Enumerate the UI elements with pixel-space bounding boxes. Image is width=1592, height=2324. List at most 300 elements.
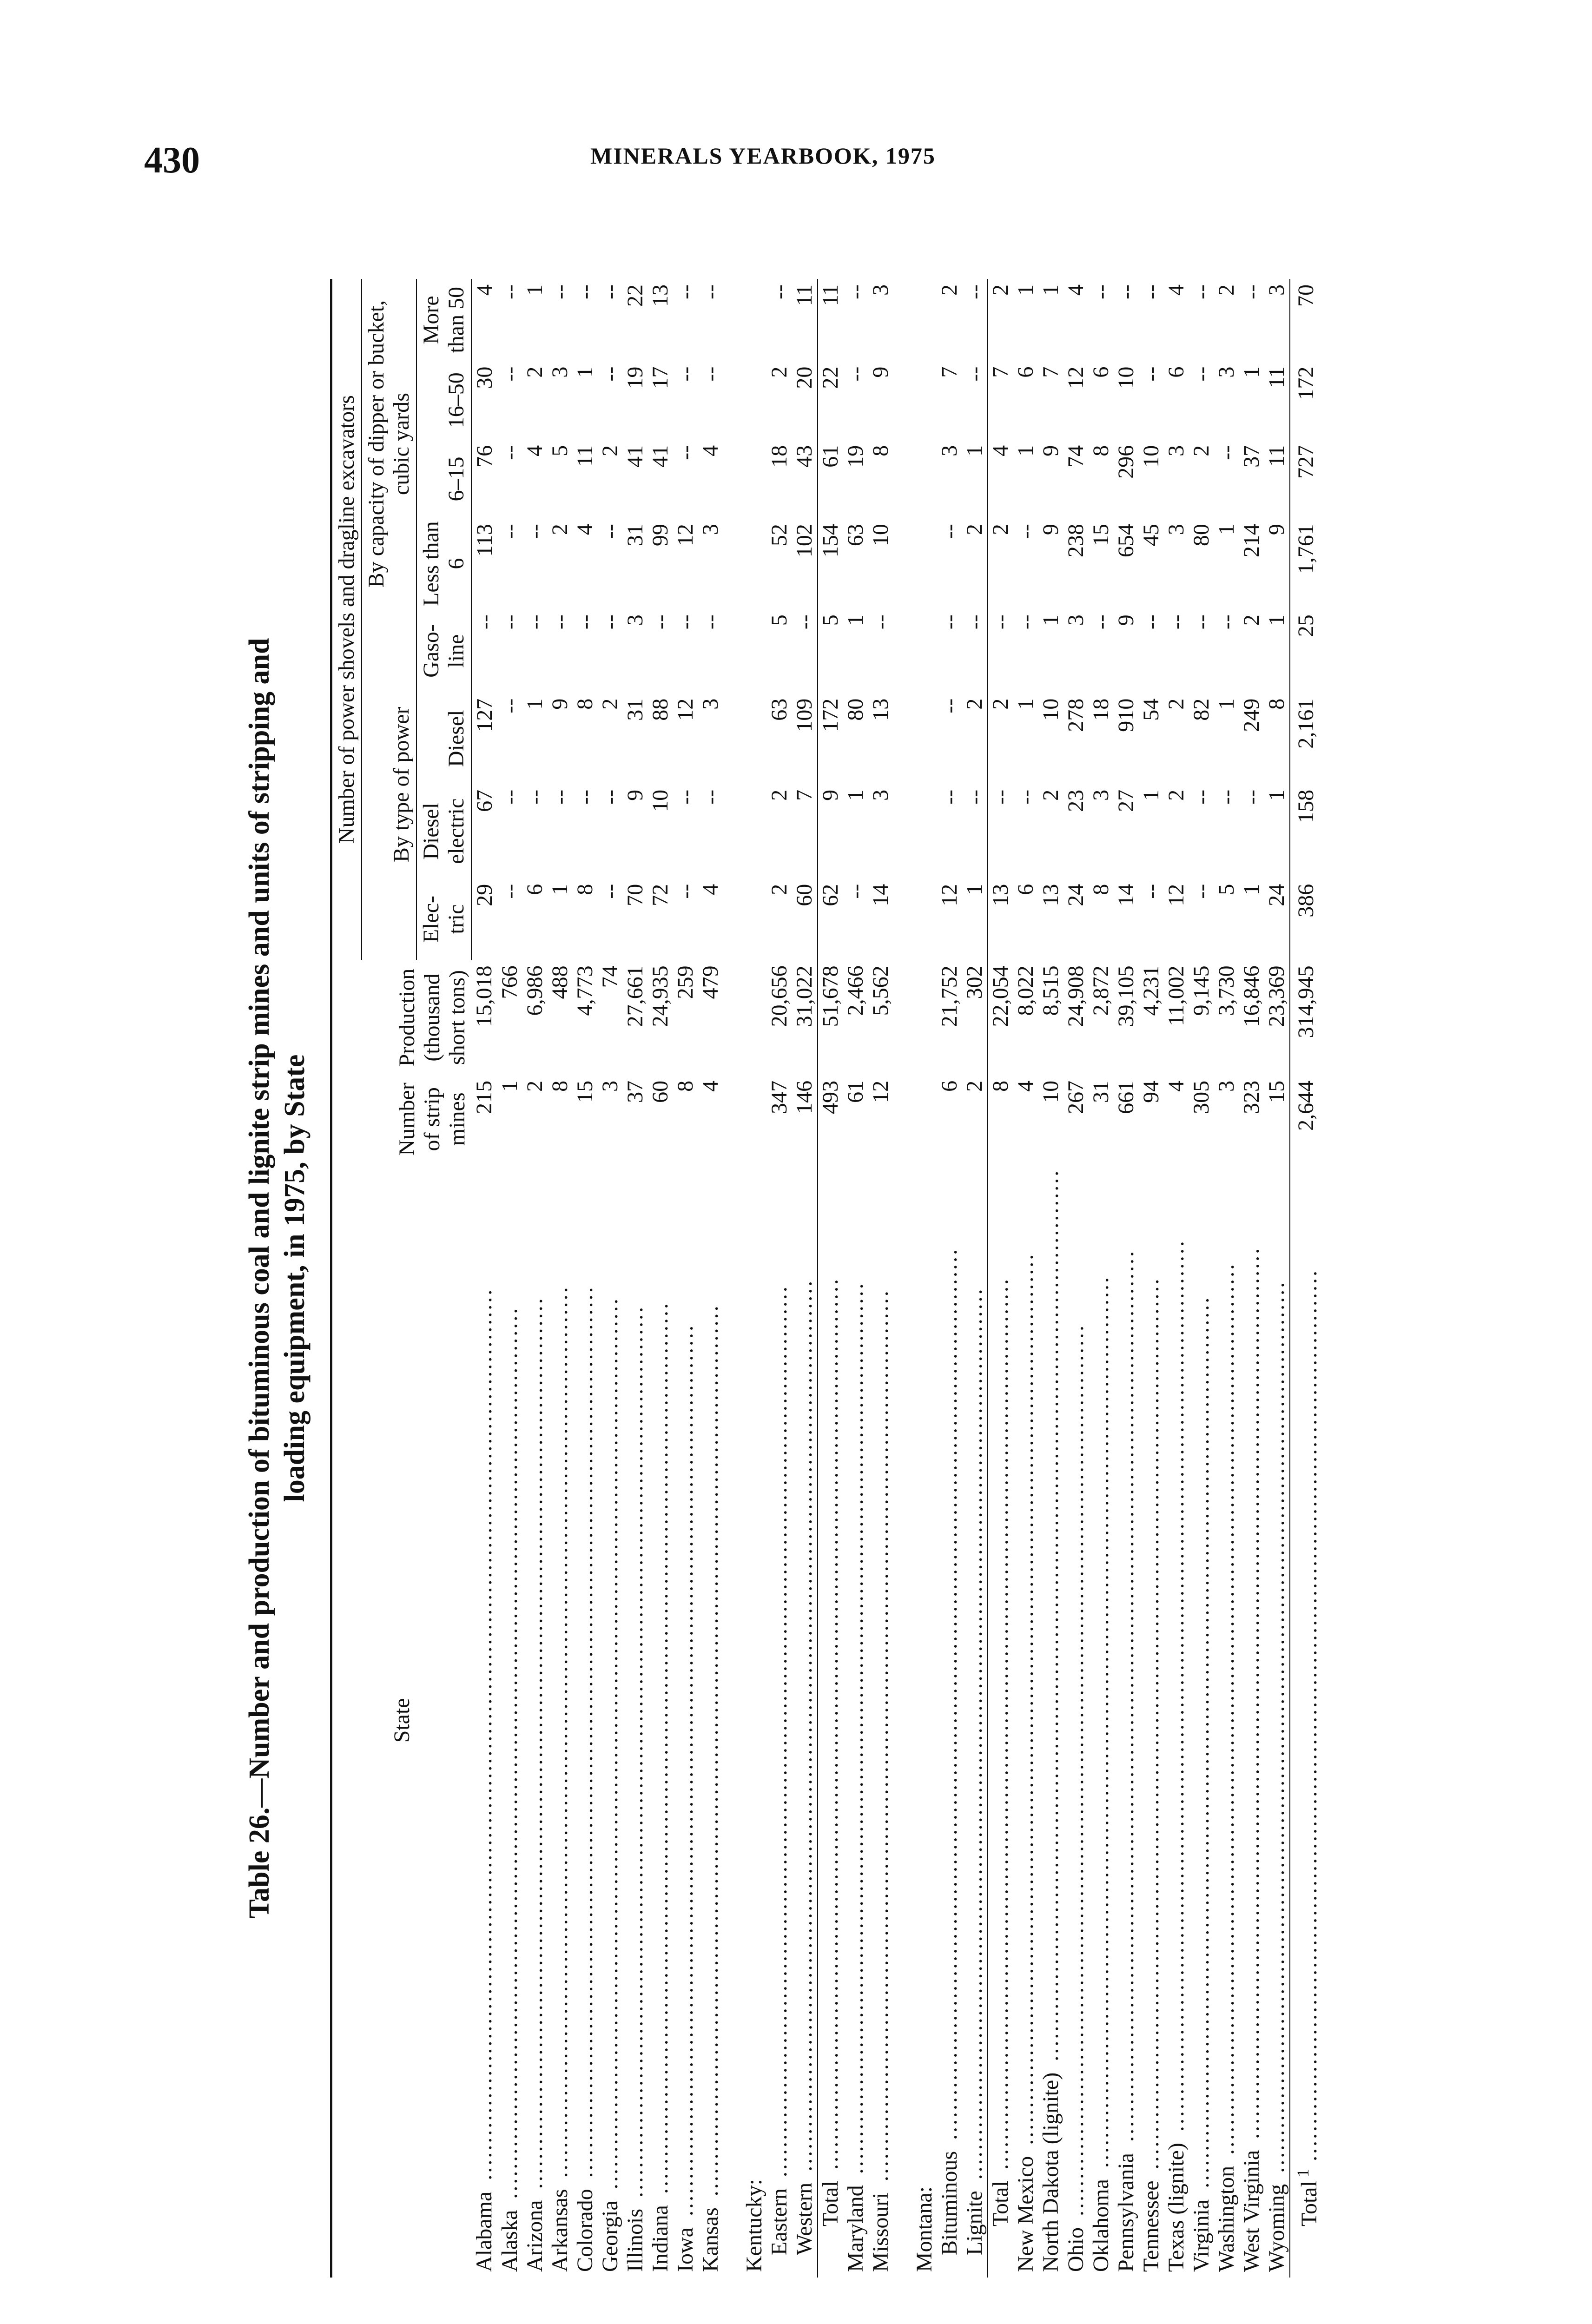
cell-de: -- bbox=[1013, 789, 1038, 805]
cell-lt6: 214 bbox=[1239, 524, 1264, 558]
state-name: Missouri bbox=[868, 2189, 893, 2272]
cell-c6-15: 74 bbox=[1064, 445, 1088, 468]
cell-diesel: 12 bbox=[673, 698, 698, 721]
cell-gt50: -- bbox=[698, 284, 723, 299]
cell-de: 158 bbox=[1290, 784, 1322, 878]
cell-de: 3 bbox=[868, 789, 893, 801]
leader-dots: ........................................................................................................................ bbox=[1239, 1246, 1264, 2146]
cell-c16-50: 2 bbox=[522, 366, 547, 378]
state-name: Washington bbox=[1214, 2162, 1239, 2272]
state-name: Wyoming bbox=[1264, 2180, 1289, 2272]
leader-dots: ........................................................................................................................ bbox=[1139, 1277, 1163, 2177]
state-cell bbox=[843, 1163, 868, 2278]
cell-de: -- bbox=[698, 789, 723, 805]
cell-de: 9 bbox=[818, 784, 843, 878]
cell-c16-50: 6 bbox=[1164, 366, 1189, 378]
cell-lt6: 15 bbox=[1089, 524, 1113, 547]
cell-de: 67 bbox=[472, 789, 497, 812]
cell-c6-15: 8 bbox=[1089, 445, 1113, 456]
cell-diesel: 63 bbox=[767, 698, 792, 721]
cell-prod: 31,022 bbox=[792, 965, 817, 1027]
cell-gas: -- bbox=[1214, 614, 1239, 630]
cell-c16-50: -- bbox=[698, 366, 723, 382]
cell-diesel: -- bbox=[937, 698, 962, 713]
state-name: Arkansas bbox=[548, 2185, 572, 2272]
leader-dots: ........................................................................................................................ bbox=[1297, 1269, 1321, 2169]
cell-gt50: -- bbox=[548, 284, 572, 299]
cell-de: -- bbox=[573, 789, 597, 805]
table-row bbox=[1239, 279, 1264, 2278]
state-cell bbox=[767, 1163, 792, 2278]
cell-gas: -- bbox=[522, 614, 547, 630]
state-name: Western bbox=[792, 2179, 817, 2255]
table-row bbox=[868, 279, 893, 2278]
cell-de: -- bbox=[988, 784, 1013, 878]
footnote-marker: 1 bbox=[1294, 2169, 1312, 2178]
cell-elec: 2 bbox=[767, 884, 792, 895]
cell-prod: 51,678 bbox=[818, 960, 843, 1075]
cell-prod: 15,018 bbox=[472, 965, 497, 1027]
table-row bbox=[573, 279, 598, 2278]
cell-c6-15: 1 bbox=[1013, 445, 1038, 456]
cell-de: -- bbox=[1189, 789, 1214, 805]
cell-gas: 3 bbox=[623, 614, 647, 626]
cell-elec: 72 bbox=[648, 884, 673, 906]
cell-mines: 37 bbox=[623, 1080, 647, 1103]
cell-mines: 2 bbox=[962, 1080, 987, 1092]
cell-mines: 8 bbox=[988, 1075, 1013, 1163]
cell-prod: 5,562 bbox=[868, 965, 893, 1016]
leader-dots: ........................................................................................................................ bbox=[1064, 1324, 1088, 2224]
state-cell bbox=[1139, 1163, 1164, 2278]
table-row bbox=[1214, 279, 1239, 2278]
cell-c16-50: 12 bbox=[1064, 366, 1088, 389]
cell-diesel: 1 bbox=[1214, 698, 1239, 710]
table-row bbox=[1013, 279, 1038, 2278]
cell-prod: 8,022 bbox=[1013, 965, 1038, 1016]
cell-c6-15: 37 bbox=[1239, 445, 1264, 468]
leader-dots: ........................................................................................................................ bbox=[673, 1324, 698, 2224]
cell-diesel: 31 bbox=[623, 698, 647, 721]
cell-c6-15: 2 bbox=[598, 445, 622, 456]
cell-elec: 12 bbox=[937, 884, 962, 906]
cell-gas: -- bbox=[792, 614, 817, 630]
cell-c6-15: 4 bbox=[988, 440, 1013, 518]
cell-gt50: 4 bbox=[472, 284, 497, 296]
cell-prod: 23,369 bbox=[1264, 965, 1289, 1027]
cell-mines: 15 bbox=[573, 1080, 597, 1103]
cell-c16-50: 22 bbox=[818, 361, 843, 440]
state-name: Georgia bbox=[598, 2197, 622, 2272]
cell-gas: -- bbox=[1089, 614, 1113, 630]
leader-dots: ........................................................................................................................ bbox=[623, 1305, 647, 2205]
cell-diesel: 18 bbox=[1089, 698, 1113, 721]
cell-diesel: 13 bbox=[868, 698, 893, 721]
header-state: State bbox=[331, 1163, 472, 2278]
leader-dots: ........................................................................................................................ bbox=[472, 1287, 497, 2188]
cell-prod: 8,515 bbox=[1038, 965, 1063, 1016]
leader-dots: ........................................................................................................................ bbox=[1164, 1239, 1189, 2139]
state-cell bbox=[598, 1163, 623, 2278]
table-title bbox=[242, 279, 312, 2278]
leader-dots: ........................................................................................................................ bbox=[698, 1304, 723, 2204]
cell-gas: 1 bbox=[843, 614, 868, 626]
table-row bbox=[792, 279, 818, 2278]
cell-elec: -- bbox=[1139, 884, 1163, 899]
group-label: Kentucky: bbox=[742, 2179, 766, 2272]
cell-elec: 70 bbox=[623, 884, 647, 906]
leader-dots: ........................................................................................................................ bbox=[497, 1306, 522, 2206]
cell-mines: 31 bbox=[1089, 1080, 1113, 1103]
table-row bbox=[843, 279, 868, 2278]
cell-prod: 3,730 bbox=[1214, 965, 1239, 1016]
cell-c16-50: 11 bbox=[1264, 366, 1289, 388]
cell-diesel: 910 bbox=[1114, 698, 1138, 732]
cell-lt6: 10 bbox=[868, 524, 893, 547]
cell-lt6: 3 bbox=[698, 524, 723, 535]
state-name: Tennessee bbox=[1139, 2177, 1163, 2272]
cell-mines: 1 bbox=[497, 1080, 522, 1092]
cell-c16-50: 6 bbox=[1089, 366, 1113, 378]
cell-prod: 2,466 bbox=[843, 965, 868, 1016]
header-less-than-6: Less than 6 bbox=[416, 518, 472, 609]
cell-mines: 146 bbox=[792, 1080, 817, 1114]
cell-gt50: 4 bbox=[1164, 284, 1189, 296]
cell-de: 1 bbox=[1139, 789, 1163, 801]
cell-elec: 14 bbox=[1114, 884, 1138, 906]
cell-c16-50: 19 bbox=[623, 366, 647, 389]
cell-c16-50: 7 bbox=[937, 366, 962, 378]
cell-c16-50: 30 bbox=[472, 366, 497, 389]
cell-c16-50: -- bbox=[598, 366, 622, 382]
subtotal-row bbox=[818, 279, 843, 2278]
state-cell bbox=[673, 1163, 698, 2278]
state-name: Bituminous bbox=[937, 2147, 962, 2255]
cell-lt6: 31 bbox=[623, 524, 647, 547]
table-row bbox=[648, 279, 673, 2278]
header-by-capacity: By capacity of dipper or bucket, cubic yards bbox=[362, 279, 416, 609]
state-name: New Mexico bbox=[1013, 2152, 1038, 2272]
cell-c6-15: 76 bbox=[472, 445, 497, 468]
cell-gas: -- bbox=[497, 614, 522, 630]
cell-mines: 323 bbox=[1239, 1080, 1264, 1114]
cell-de: 27 bbox=[1114, 789, 1138, 812]
cell-lt6: 52 bbox=[767, 524, 792, 547]
table-row bbox=[1164, 279, 1189, 2278]
cell-gt50: 4 bbox=[1064, 284, 1088, 296]
cell-de: 10 bbox=[648, 789, 673, 812]
table-row bbox=[522, 279, 548, 2278]
leader-dots: ........................................................................................................................ bbox=[767, 1285, 792, 2185]
cell-diesel: 1 bbox=[1013, 698, 1038, 710]
cell-diesel: 54 bbox=[1139, 698, 1163, 721]
cell-prod: 24,935 bbox=[648, 965, 673, 1027]
cell-elec: 14 bbox=[868, 884, 893, 906]
cell-gas: -- bbox=[548, 614, 572, 630]
cell-gt50: 13 bbox=[648, 284, 673, 307]
cell-mines: 8 bbox=[548, 1080, 572, 1092]
state-cell bbox=[1114, 1163, 1139, 2278]
cell-prod: 22,054 bbox=[988, 960, 1013, 1075]
cell-gt50: 2 bbox=[1214, 284, 1239, 296]
cell-c6-15: -- bbox=[1214, 445, 1239, 460]
cell-elec: 8 bbox=[573, 884, 597, 895]
cell-diesel: 2 bbox=[1164, 698, 1189, 710]
cell-elec: 4 bbox=[698, 884, 723, 895]
state-cell bbox=[1164, 1163, 1189, 2278]
cell-diesel: 9 bbox=[548, 698, 572, 710]
state-cell bbox=[1064, 1163, 1089, 2278]
cell-c6-15: 3 bbox=[937, 445, 962, 456]
header-diesel-electric: Diesel electric bbox=[416, 784, 472, 878]
cell-diesel: 80 bbox=[843, 698, 868, 721]
cell-elec: -- bbox=[497, 884, 522, 899]
cell-de: 2 bbox=[1038, 789, 1063, 801]
cell-c16-50: 17 bbox=[648, 366, 673, 389]
cell-prod: 488 bbox=[548, 965, 572, 999]
cell-mines: 3 bbox=[1214, 1080, 1239, 1092]
table-row bbox=[623, 279, 648, 2278]
cell-elec: -- bbox=[843, 884, 868, 899]
cell-diesel: 2,161 bbox=[1290, 693, 1322, 784]
group-label-row bbox=[912, 279, 937, 2278]
cell-gas: -- bbox=[962, 614, 987, 630]
header-by-type-of-power: By type of power bbox=[362, 609, 416, 960]
cell-c6-15: -- bbox=[497, 445, 522, 460]
state-cell bbox=[818, 1163, 843, 2278]
table-row bbox=[1139, 279, 1164, 2278]
state-cell bbox=[1264, 1163, 1290, 2278]
cell-diesel: 8 bbox=[573, 698, 597, 710]
cell-de: 2 bbox=[1164, 789, 1189, 801]
cell-de: 9 bbox=[623, 789, 647, 801]
cell-gas: -- bbox=[648, 614, 673, 630]
cell-de: 1 bbox=[843, 789, 868, 801]
cell-elec: -- bbox=[598, 884, 622, 899]
cell-diesel: 2 bbox=[598, 698, 622, 710]
cell-de: 2 bbox=[767, 789, 792, 801]
table-title-line-1: Table 26.—Number and production of bituminous coal and lignite strip mines and units of stripping and bbox=[244, 638, 275, 1919]
cell-gas: -- bbox=[673, 614, 698, 630]
cell-c16-50: 7 bbox=[1038, 366, 1063, 378]
cell-lt6: -- bbox=[522, 524, 547, 539]
state-cell bbox=[868, 1163, 893, 2278]
cell-prod: 259 bbox=[673, 965, 698, 999]
state-cell bbox=[497, 1163, 522, 2278]
cell-c16-50: -- bbox=[962, 366, 987, 382]
cell-diesel: 88 bbox=[648, 698, 673, 721]
cell-gas: -- bbox=[1139, 614, 1163, 630]
leader-dots: ........................................................................................................................ bbox=[868, 1289, 893, 2189]
cell-mines: 215 bbox=[472, 1080, 497, 1114]
cell-c6-15: 43 bbox=[792, 445, 817, 468]
cell-gt50: -- bbox=[573, 284, 597, 299]
cell-gas: -- bbox=[1189, 614, 1214, 630]
state-cell bbox=[472, 1163, 498, 2278]
spacer-row bbox=[893, 279, 912, 2278]
cell-c6-15: 1 bbox=[962, 445, 987, 456]
cell-elec: -- bbox=[1189, 884, 1214, 899]
leader-dots: ........................................................................................................................ bbox=[598, 1297, 622, 2197]
spacer-row bbox=[723, 279, 742, 2278]
leader-dots: ........................................................................................................................ bbox=[573, 1285, 597, 2185]
cell-gt50: 22 bbox=[623, 284, 647, 307]
cell-gt50: 2 bbox=[937, 284, 962, 296]
cell-prod: 27,661 bbox=[623, 965, 647, 1027]
leader-dots: ........................................................................................................................ bbox=[522, 1296, 547, 2197]
leader-dots: ........................................................................................................................ bbox=[1214, 1262, 1239, 2162]
state-cell bbox=[522, 1163, 548, 2278]
cell-mines: 661 bbox=[1114, 1080, 1138, 1114]
cell-prod: 4,231 bbox=[1139, 965, 1163, 1016]
cell-diesel: 1 bbox=[522, 698, 547, 710]
cell-gt50: -- bbox=[1089, 284, 1113, 299]
cell-mines: 94 bbox=[1139, 1080, 1163, 1103]
cell-prod: 314,945 bbox=[1290, 960, 1322, 1075]
cell-prod: 6,986 bbox=[522, 965, 547, 1016]
leader-dots: ........................................................................................................................ bbox=[548, 1285, 572, 2185]
cell-gas: 1 bbox=[1038, 614, 1063, 626]
cell-gas: -- bbox=[1164, 614, 1189, 630]
cell-gt50: 11 bbox=[792, 284, 817, 306]
table-row bbox=[698, 279, 723, 2278]
cell-de: -- bbox=[497, 789, 522, 805]
table-row bbox=[1114, 279, 1139, 2278]
cell-elec: -- bbox=[673, 884, 698, 899]
cell-mines: 493 bbox=[818, 1075, 843, 1163]
data-table bbox=[330, 279, 1322, 2278]
header-more-than-50: More than 50 bbox=[416, 279, 472, 361]
cell-lt6: 2 bbox=[548, 524, 572, 535]
cell-elec: 29 bbox=[472, 884, 497, 906]
cell-c6-15: 11 bbox=[573, 445, 597, 467]
table-row bbox=[472, 279, 498, 2278]
cell-c6-15: 19 bbox=[843, 445, 868, 468]
cell-lt6: 1 bbox=[1214, 524, 1239, 535]
cell-c6-15: 10 bbox=[1139, 445, 1163, 468]
cell-prod: 766 bbox=[497, 965, 522, 999]
state-cell bbox=[1214, 1163, 1239, 2278]
cell-c16-50: 3 bbox=[1214, 366, 1239, 378]
cell-prod: 9,145 bbox=[1189, 965, 1214, 1016]
table-row bbox=[1089, 279, 1114, 2278]
cell-mines: 4 bbox=[698, 1080, 723, 1092]
cell-c6-15: 41 bbox=[623, 445, 647, 468]
cell-gas: 1 bbox=[1264, 614, 1289, 626]
cell-gas: -- bbox=[698, 614, 723, 630]
cell-prod: 2,872 bbox=[1089, 965, 1113, 1016]
state-name: Maryland bbox=[843, 2181, 868, 2272]
cell-c16-50: 10 bbox=[1114, 366, 1138, 389]
cell-elec: 60 bbox=[792, 884, 817, 906]
state-cell bbox=[1089, 1163, 1114, 2278]
cell-de: 23 bbox=[1064, 789, 1088, 812]
cell-lt6: 80 bbox=[1189, 524, 1214, 547]
cell-prod: 479 bbox=[698, 965, 723, 999]
cell-elec: 386 bbox=[1290, 878, 1322, 960]
state-name: Colorado bbox=[573, 2185, 597, 2272]
page-number: 430 bbox=[144, 140, 200, 181]
state-name: Virginia bbox=[1189, 2196, 1214, 2272]
state-cell bbox=[962, 1163, 988, 2278]
cell-prod: 11,002 bbox=[1164, 965, 1189, 1026]
cell-gas: 3 bbox=[1064, 614, 1088, 626]
cell-elec: 24 bbox=[1064, 884, 1088, 906]
cell-gas: -- bbox=[472, 614, 497, 630]
cell-gt50: 1 bbox=[522, 284, 547, 296]
cell-c6-15: 2 bbox=[1189, 445, 1214, 456]
cell-c16-50: -- bbox=[1139, 366, 1163, 382]
cell-c6-15: 41 bbox=[648, 445, 673, 468]
cell-gas: -- bbox=[937, 614, 962, 630]
cell-c16-50: -- bbox=[1189, 366, 1214, 382]
grand-total-row bbox=[1290, 279, 1322, 2278]
state-cell bbox=[937, 1163, 962, 2278]
cell-lt6: 113 bbox=[472, 524, 497, 557]
cell-de: -- bbox=[962, 789, 987, 805]
cell-prod: 16,846 bbox=[1239, 965, 1264, 1027]
cell-mines: 61 bbox=[843, 1080, 868, 1103]
cell-lt6: 1,761 bbox=[1290, 518, 1322, 609]
leader-dots: ........................................................................................................................ bbox=[988, 1277, 1013, 2178]
cell-mines: 2,644 bbox=[1290, 1075, 1322, 1163]
cell-elec: 62 bbox=[818, 878, 843, 960]
cell-diesel: 2 bbox=[988, 693, 1013, 784]
cell-gt50: -- bbox=[1139, 284, 1163, 299]
cell-prod: 4,773 bbox=[573, 965, 597, 1016]
cell-de: 7 bbox=[792, 789, 817, 801]
state-name: West Virginia bbox=[1239, 2146, 1264, 2272]
cell-mines: 6 bbox=[937, 1080, 962, 1092]
header-16-50: 16–50 bbox=[416, 361, 472, 440]
cell-elec: 1 bbox=[1239, 884, 1264, 895]
cell-gas: 25 bbox=[1290, 609, 1322, 693]
group-label-row bbox=[742, 279, 767, 2278]
cell-prod: 39,105 bbox=[1114, 965, 1138, 1027]
cell-lt6: 238 bbox=[1064, 524, 1088, 558]
table-row bbox=[767, 279, 792, 2278]
cell-de: 1 bbox=[1264, 789, 1289, 801]
cell-elec: 13 bbox=[1038, 884, 1063, 906]
header-6-15: 6–15 bbox=[416, 440, 472, 518]
cell-c16-50: 20 bbox=[792, 366, 817, 389]
cell-mines: 8 bbox=[673, 1080, 698, 1092]
table-row bbox=[497, 279, 522, 2278]
cell-c6-15: 296 bbox=[1114, 445, 1138, 479]
leader-dots: ........................................................................................................................ bbox=[1264, 1280, 1289, 2180]
cell-diesel: -- bbox=[497, 698, 522, 713]
state-cell bbox=[548, 1163, 573, 2278]
table-row bbox=[1038, 279, 1064, 2278]
spacer-cell bbox=[893, 279, 912, 2278]
cell-lt6: -- bbox=[497, 524, 522, 539]
cell-elec: 13 bbox=[988, 878, 1013, 960]
cell-lt6: 45 bbox=[1139, 524, 1163, 547]
cell-elec: 8 bbox=[1089, 884, 1113, 895]
leader-dots: ........................................................................................................................ bbox=[1013, 1252, 1038, 2152]
cell-gt50: -- bbox=[673, 284, 698, 299]
cell-lt6: 3 bbox=[1164, 524, 1189, 535]
spacer-cell bbox=[723, 279, 742, 2278]
cell-diesel: 278 bbox=[1064, 698, 1088, 732]
cell-gt50: 11 bbox=[818, 279, 843, 361]
cell-c16-50: 6 bbox=[1013, 366, 1038, 378]
cell-prod: 24,908 bbox=[1064, 965, 1088, 1027]
cell-elec: 12 bbox=[1164, 884, 1189, 906]
state-cell bbox=[1239, 1163, 1264, 2278]
cell-gt50: -- bbox=[767, 284, 792, 299]
cell-lt6: 63 bbox=[843, 524, 868, 547]
